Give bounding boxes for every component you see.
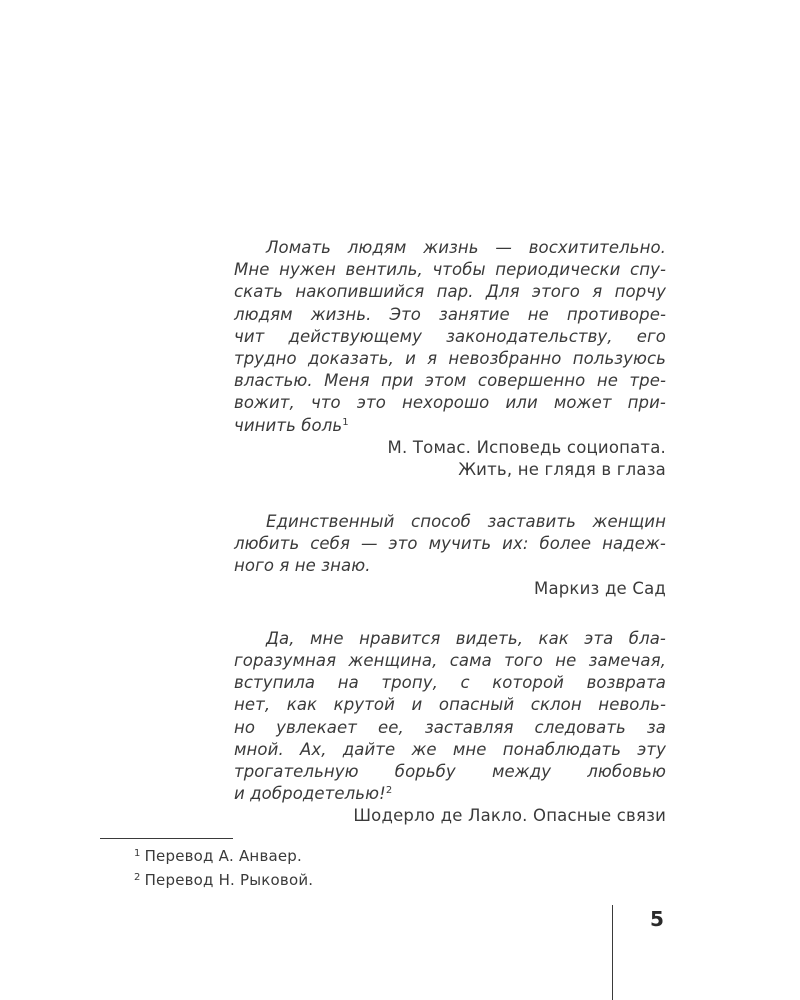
attribution: Шодерло де Лакло. Опасные связи xyxy=(353,806,666,826)
quote-line: властью. Меня при этом совершенно не тре- xyxy=(234,371,666,391)
quote-line xyxy=(234,783,666,805)
page-margin-rule xyxy=(612,905,613,1000)
footnote-ref-2[interactable]: 2 xyxy=(385,785,393,797)
quote-line: Ломать людям жизнь — восхитительно. xyxy=(266,238,666,257)
quote-line: горазумная женщина, сама того не замечая, xyxy=(234,651,666,670)
footnotes xyxy=(134,843,313,891)
quote-line: любить себя — это мучить их: более надеж- xyxy=(234,534,666,554)
quote-line: ного я не знаю. xyxy=(234,556,371,576)
quote-line: но увлекает ее, заставляя следовать за xyxy=(234,717,666,737)
epigraph-thomas xyxy=(234,237,666,481)
quote-line: мной. Ах, дайте же мне понаблюдать эту xyxy=(234,739,666,759)
attribution: М. Томас. Исповедь социопата. xyxy=(387,437,666,457)
quote-line: трогательную борьбу между любовью xyxy=(234,761,666,781)
quote-line: Единственный способ заставить женщин xyxy=(266,512,666,532)
spacer xyxy=(234,600,666,628)
quote-line: трудно доказать, и я невозбранно пользуюсь xyxy=(234,348,666,368)
footnote-text: Перевод А. Анваер. xyxy=(144,847,302,865)
footnote xyxy=(134,843,313,867)
footnote-mark: 2 xyxy=(134,872,141,883)
attribution: Жить, не глядя в глаза xyxy=(458,459,666,479)
epigraph-laclos xyxy=(234,628,666,828)
quote-line: нет, как крутой и опасный склон неволь- xyxy=(234,695,666,715)
quote-line: скать накопившийся пар. Для этого я порчу xyxy=(234,282,666,302)
quote-line: людям жизнь. Это занятие не противоре- xyxy=(234,304,666,324)
quote-line xyxy=(234,415,666,437)
epigraphs xyxy=(234,237,666,828)
quote-line: Да, мне нравится видеть, как эта бла- xyxy=(266,628,666,648)
quote-text: и добродетелью! xyxy=(234,784,386,804)
footnote-divider xyxy=(100,838,233,839)
page-number: 5 xyxy=(650,907,664,931)
footnote xyxy=(134,867,313,891)
quote-line: вожит, что это нехорошо или может при- xyxy=(234,393,666,413)
quote-line: чит действующему законодательству, его xyxy=(234,326,666,346)
footnote-mark: 1 xyxy=(134,848,141,859)
spacer xyxy=(234,481,666,511)
attribution: Маркиз де Сад xyxy=(534,578,666,598)
quote-text: чинить боль xyxy=(234,415,343,435)
quote-line: Мне нужен вентиль, чтобы периодически спу- xyxy=(234,260,666,280)
footnote-ref-1[interactable]: 1 xyxy=(342,416,349,428)
quote-line: вступила на тропу, с которой возврата xyxy=(234,673,666,693)
footnote-text: Перевод Н. Рыковой. xyxy=(144,871,314,889)
epigraph-sade xyxy=(234,511,666,600)
